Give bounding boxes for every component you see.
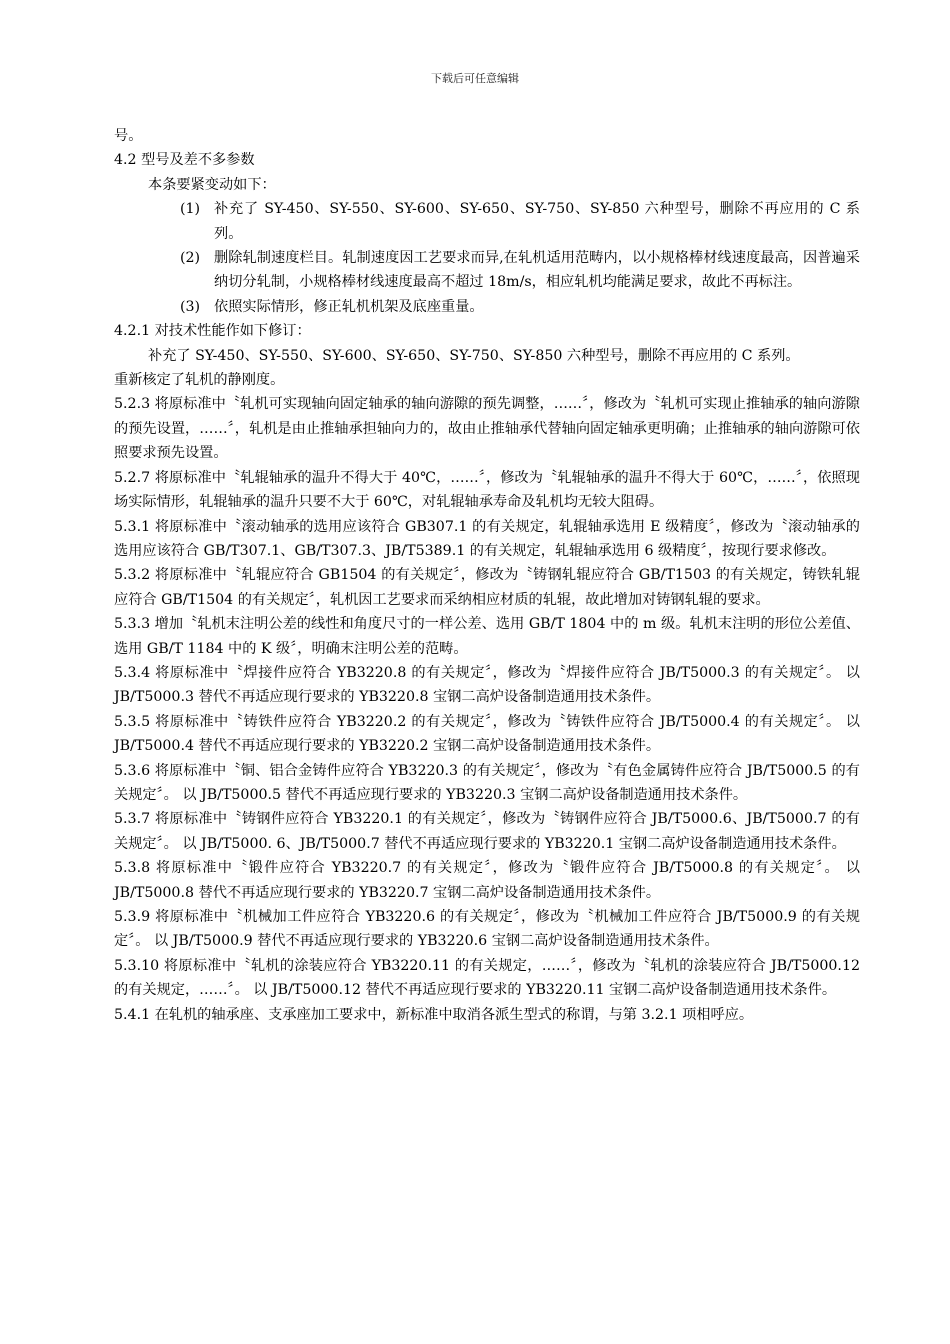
paragraph: 重新核定了轧机的静刚度。 [114,372,285,389]
paragraph: 5.3.9 将原标准中〝机械加工件应符合 YB3220.6 的有关规定〞，修改为〝机械加工件应符合 JB/T5000.9 的有关规定〞。 以 JB/T5000.9 替代不再适应现行要求的 YB3220.6 宝钢二高炉设备制造通用技术条件。 [114,909,860,950]
list-item-number: (3) [180,298,201,315]
paragraph: 5.2.7 将原标准中〝轧辊轴承的温升不得大于 40℃，……〞，修改为〝轧辊轴承的温升不得大于 60℃，……〞，依照现场实际情形，轧辊轴承的温升只要不大于 60℃，对轧辊轴承寿命及轧机均无较大阻碍。 [114,469,860,511]
paragraph: 补充了 SY-450、SY-550、SY-600、SY-650、SY-750、SY-850 六种型号，删除不再应用的 C 系列。 [148,347,800,364]
list-item [180,246,860,295]
list-item-text: 依照实际情形，修正轧机机架及底座重量。 [214,298,484,315]
list-item [180,295,860,319]
page-header: 下载后可任意编辑 [431,72,519,85]
paragraph: 5.3.5 将原标准中〝铸铁件应符合 YB3220.2 的有关规定〞，修改为〝铸铁件应符合 JB/T5000.4 的有关规定〞。 以 JB/T5000.4 替代不再适应现行要求的 YB3220.2 宝钢二高炉设备制造通用技术条件。 [114,713,860,755]
list-item-text: 补充了 SY-450、SY-550、SY-600、SY-650、SY-750、SY-850 六种型号，删除不再应用的 C 系列。 [214,201,860,242]
paragraph: 4.2.1 对技术性能作如下修订： [114,323,311,340]
paragraph: 5.3.1 将原标准中〝滚动轴承的选用应该符合 GB307.1 的有关规定，轧辊轴承选用 E 级精度〞，修改为〝滚动轴承的选用应该符合 GB/T307.1、GB/T307.3、JB/T5389.1 的有关规定，轧辊轴承选用 6 级精度〞，按现行要求修改。 [114,518,860,559]
paragraph: 5.3.8 将原标准中〝锻件应符合 YB3220.7 的有关规定〞，修改为〝锻件应符合 JB/T5000.8 的有关规定〞。 以 JB/T5000.8 替代不再适应现行要求的 YB3220.7 宝钢二高炉设备制造通用技术条件。 [114,860,860,901]
paragraph: 5.3.4 将原标准中〝焊接件应符合 YB3220.8 的有关规定〞，修改为〝焊接件应符合 JB/T5000.3 的有关规定〞。 以 JB/T5000.3 替代不再适应现行要求的 YB3220.8 宝钢二高炉设备制造通用技术条件。 [114,664,860,706]
paragraph: 5.3.2 将原标准中〝轧辊应符合 GB1504 的有关规定〞，修改为〝铸钢轧辊应符合 GB/T1503 的有关规定，铸铁轧辊应符合 GB/T1504 的有关规定〞，轧机因工艺要求而采纳相应材质的轧辊，故此增加对铸钢轧辊的要求。 [114,567,860,608]
paragraph: 本条要紧变动如下： [148,176,276,193]
paragraph: 5.3.3 增加〝轧机末注明公差的线性和角度尺寸的一样公差、选用 GB/T 1804 中的 m 级。轧机末注明的形位公差值、选用 GB/T 1184 中的 K 级〞，明确末注明公差的范畴。 [114,616,860,657]
list-item-number: (2) [180,250,201,267]
paragraph: 4.2 型号及差不多参数 [114,152,255,169]
paragraph: 5.4.1 在轧机的轴承座、支承座加工要求中，新标准中取消各派生型式的称谓，与第 3.2.1 项相呼应。 [114,1006,754,1023]
paragraph: 5.2.3 将原标准中〝轧机可实现轴向固定轴承的轴向游隙的预先调整，……〞，修改为〝轧机可实现止推轴承的轴向游隙的预先设置，……〞，轧机是由止推轴承担轴向力的，故由止推轴承代替轴向固定轴承更明确；止推轴承的轴向游隙可依照要求预先设置。 [114,396,860,462]
paragraph: 5.3.7 将原标准中〝铸钢件应符合 YB3220.1 的有关规定〞，修改为〝铸钢件应符合 JB/T5000.6、JB/T5000.7 的有关规定〞。 以 JB/T5000. 6、JB/T5000.7 替代不再适应现行要求的 YB3220.1 宝钢二高炉设备制造通用技术条件。 [114,811,860,852]
document-body [114,124,860,1027]
list-item [180,197,860,246]
paragraph: 5.3.10 将原标准中〝轧机的涂装应符合 YB3220.11 的有关规定，……〞，修改为〝轧机的涂装应符合 JB/T5000.12 的有关规定，……〞。 以 JB/T5000.12 替代不再适应现行要求的 YB3220.11 宝钢二高炉设备制造通用技术条件。 [114,957,860,999]
paragraph: 5.3.6 将原标准中〝铜、铝合金铸件应符合 YB3220.3 的有关规定〞，修改为〝有色金属铸件应符合 JB/T5000.5 的有关规定〞。 以 JB/T5000.5 替代不再适应现行要求的 YB3220.3 宝钢二高炉设备制造通用技术条件。 [114,762,860,803]
paragraph: 号。 [114,128,143,144]
list-item-number: (1) [180,201,201,218]
list-item-text: 删除轧制速度栏目。轧制速度因工艺要求而异,在轧机适用范畴内，以小规格棒材线速度最高，因普遍采纳切分轧制，小规格棒材线速度最高不超过 18m/s，相应轧机均能满足要求，故此不再标注。 [214,250,860,291]
